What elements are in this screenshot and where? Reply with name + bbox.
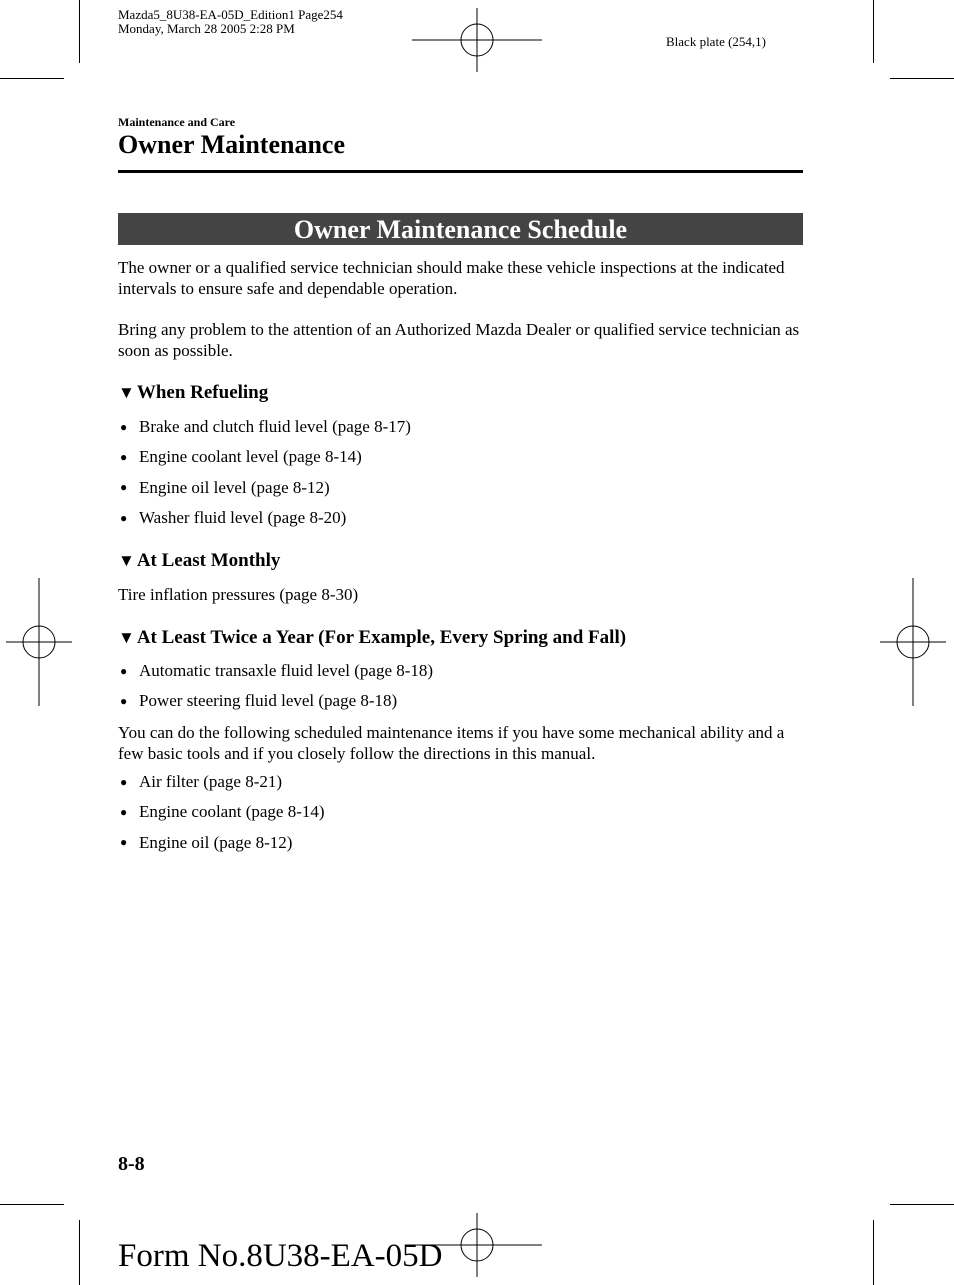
print-info-line2: Monday, March 28 2005 2:28 PM: [118, 21, 295, 36]
registration-mark-icon: [412, 8, 542, 72]
list-item: [118, 797, 325, 827]
registration-mark-icon: [6, 578, 72, 706]
list-item-text: Brake and clutch fluid level (page 8-17): [139, 417, 411, 437]
diy-paragraph: You can do the following scheduled maintenance items if you have some mechanical ability and a few basic tools and if you closely follow the directions in this manual.: [118, 723, 785, 763]
page-number: 8-8: [118, 1153, 145, 1175]
bullet-icon: ●: [120, 419, 128, 434]
crop-mark: [79, 0, 80, 63]
list-item: [118, 473, 411, 503]
bullet-icon: ●: [120, 663, 128, 678]
bullet-icon: ●: [120, 480, 128, 495]
crop-mark: [890, 78, 954, 79]
list-item-text: Engine coolant (page 8-14): [139, 802, 325, 822]
triangle-down-icon: ▼: [118, 383, 135, 402]
heading-text: At Least Twice a Year (For Example, Every Spring and Fall): [136, 627, 627, 648]
registration-mark-icon: [880, 578, 946, 706]
schedule-banner: Owner Maintenance Schedule: [118, 213, 803, 245]
list-item-text: Power steering fluid level (page 8-18): [139, 691, 398, 711]
list-item: [118, 686, 433, 716]
crop-mark: [890, 1204, 954, 1205]
monthly-text: Tire inflation pressures (page 8-30): [118, 585, 359, 604]
title-rule: [118, 170, 803, 173]
intro-paragraph: Bring any problem to the attention of an Authorized Mazda Dealer or qualified service technician as soon as possible.: [118, 320, 800, 360]
list-item-text: Engine oil level (page 8-12): [139, 477, 330, 497]
print-info-line1: Mazda5_8U38-EA-05D_Edition1 Page254: [118, 7, 343, 22]
crop-mark: [873, 1220, 874, 1285]
plate-label: Black plate (254,1): [666, 34, 766, 49]
list-item-text: Engine oil (page 8-12): [139, 832, 293, 852]
list-item-text: Washer fluid level (page 8-20): [139, 508, 347, 528]
bullet-icon: ●: [120, 804, 128, 819]
list-item-text: Automatic transaxle fluid level (page 8-18): [139, 661, 434, 681]
triangle-down-icon: ▼: [118, 551, 135, 570]
form-number: Form No.8U38-EA-05D: [118, 1238, 443, 1274]
triangle-down-icon: ▼: [118, 628, 135, 647]
crop-mark: [0, 1204, 64, 1205]
heading-text: When Refueling: [136, 382, 269, 403]
list-item: [118, 412, 411, 442]
print-info: [118, 8, 343, 36]
bullet-icon: ●: [120, 693, 128, 708]
heading-twice-a-year: [118, 627, 626, 649]
section-label: Maintenance and Care: [118, 115, 236, 129]
crop-mark: [0, 78, 64, 79]
bullet-icon: ●: [120, 774, 128, 789]
list-item-text: Air filter (page 8-21): [139, 772, 283, 792]
bullet-icon: ●: [120, 449, 128, 464]
diy-list: [118, 767, 325, 858]
bullet-icon: ●: [120, 835, 128, 850]
crop-mark: [873, 0, 874, 63]
heading-at-least-monthly: [118, 550, 280, 572]
list-item: [118, 828, 325, 858]
list-item: [118, 656, 433, 686]
heading-when-refueling: [118, 382, 268, 404]
list-item: [118, 442, 411, 472]
bullet-icon: ●: [120, 510, 128, 525]
list-item: [118, 503, 411, 533]
refueling-list: [118, 412, 411, 533]
list-item: [118, 767, 325, 797]
intro-paragraph: The owner or a qualified service technician should make these vehicle inspections at the indicated intervals to ensure safe and dependable operation.: [118, 258, 785, 298]
page-title: Owner Maintenance: [118, 130, 345, 159]
twice-year-list: [118, 656, 433, 717]
crop-mark: [79, 1220, 80, 1285]
list-item-text: Engine coolant level (page 8-14): [139, 447, 362, 467]
heading-text: At Least Monthly: [136, 550, 281, 571]
